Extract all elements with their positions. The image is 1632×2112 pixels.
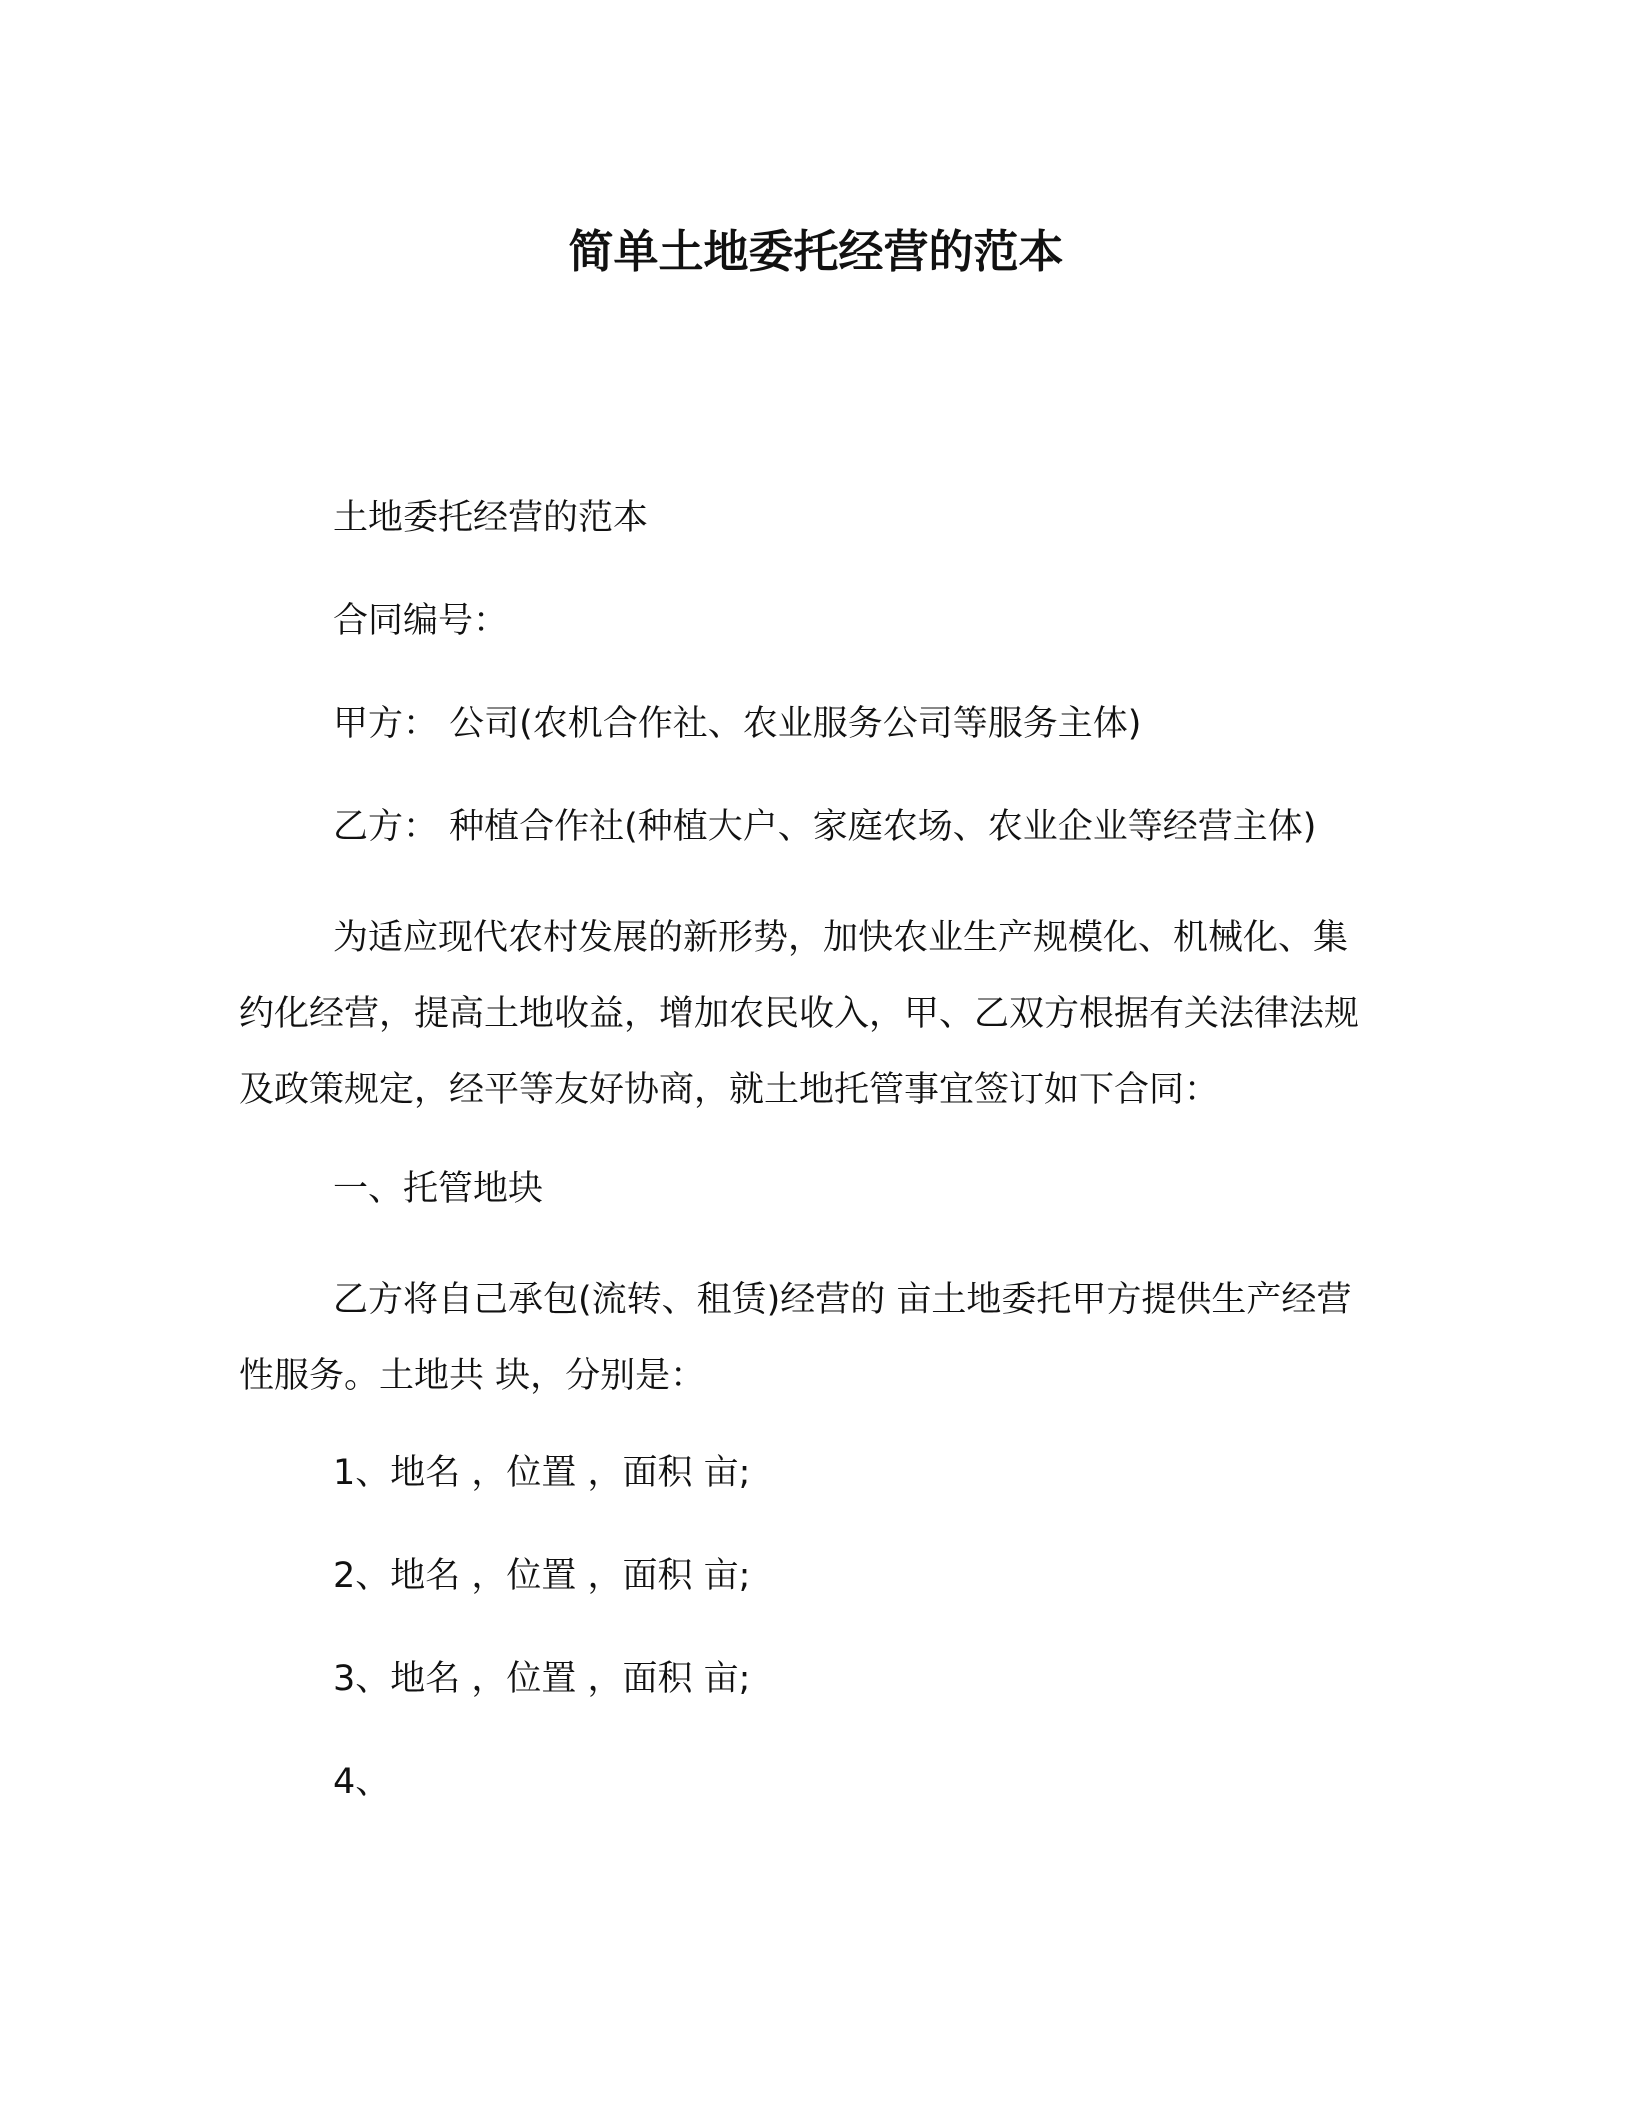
section-1-text: 乙方将自己承包(流转、租赁)经营的 亩土地委托甲方提供生产经营性服务。土地共 块，分别是： <box>239 1280 1352 1396</box>
list-item: 1、地名 ，位置 ，面积 亩; <box>333 1453 751 1493</box>
document-title: 简单土地委托经营的范本 <box>568 225 1064 278</box>
section-1-heading: 一、托管地块 <box>333 1169 544 1209</box>
list-item: 3、地名 ，位置 ，面积 亩; <box>333 1659 751 1699</box>
contract-number: 合同编号： <box>333 601 509 641</box>
party-b: 乙方： 种植合作社(种植大户、家庭农场、农业企业等经营主体) <box>333 807 1317 847</box>
list-item: 2、地名 ，位置 ，面积 亩; <box>333 1556 751 1596</box>
party-a: 甲方： 公司(农机合作社、农业服务公司等服务主体) <box>333 704 1142 744</box>
intro-paragraph: 为适应现代农村发展的新形势，加快农业生产规模化、机械化、集约化经营，提高土地收益，增加农民收入，甲、乙双方根据有关法律法规及政策规定，经平等友好协商，就土地托管事宜签订如下合同： <box>239 918 1360 1110</box>
document-subtitle: 土地委托经营的范本 <box>333 498 649 538</box>
list-item: 4、 <box>333 1762 391 1802</box>
